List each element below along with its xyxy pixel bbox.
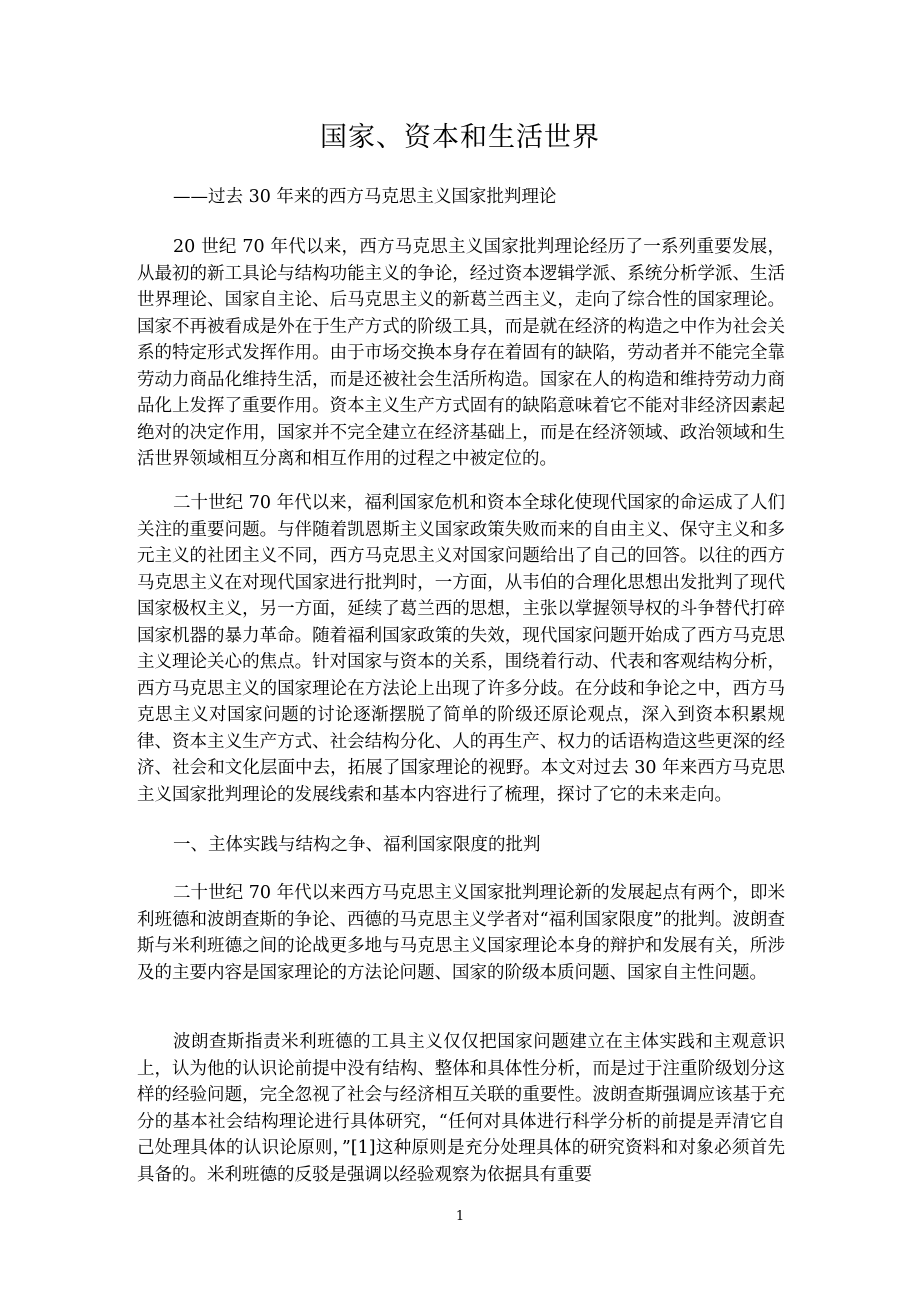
document-subtitle: ——过去 30 年来的西方马克思主义国家批判理论 [173,187,557,207]
paragraph: 20 世纪 70 年代以来，西方马克思主义国家批判理论经历了一系列重要发展，从最初的新工具论与结构功能主义的争论，经过资本逻辑学派、系统分析学派、生活世界理论、国家自主论、后马克思主义的新葛兰西主义，走向了综合性的国家理论。国家不再被看成是外在于生产方式的阶级工具，而是就在经济的构造之中作为社会关系的特定形式发挥作用。由于市场交换本身存在着固有的缺陷，劳动者并不能完全靠劳动力商品化维持生活，而是还被社会生活所构造。国家在人的构造和维持劳动力商品化上发挥了重要作用。资本主义生产方式固有的缺陷意味着它不能对非经济因素起绝对的决定作用，国家并不完全建立在经济基础上，而是在经济领域、政治领域和生活世界领域相互分离和相互作用的过程之中被定位的。 [137,237,785,469]
paragraph: 二十世纪 70 年代以来，福利国家危机和资本全球化使现代国家的命运成了人们关注的重要问题。与伴随着凯恩斯主义国家政策失败而来的自由主义、保守主义和多元主义的社团主义不同，西方马克思主义对国家问题给出了自己的回答。以往的西方马克思主义在对现代国家进行批判时，一方面，从韦伯的合理化思想出发批判了现代国家极权主义，另一方面，延续了葛兰西的思想，主张以掌握领导权的斗争替代打碎国家机器的暴力革命。随着福利国家政策的失效，现代国家问题开始成了西方马克思主义理论关心的焦点。针对国家与资本的关系，围绕着行动、代表和客观结构分析，西方马克思主义的国家理论在方法论上出现了许多分歧。在分歧和争论之中，西方马克思主义对国家问题的讨论逐渐摆脱了简单的阶级还原论观点，深入到资本积累规律、资本主义生产方式、社会结构分化、人的再生产、权力的话语构造这些更深的经济、社会和文化层面中去，拓展了国家理论的视野。本文对过去 30 年来西方马克思主义国家批判理论的发展线索和基本内容进行了梳理，探讨了它的未来走向。 [137,493,785,805]
paragraph: 波朗查斯指责米利班德的工具主义仅仅把国家问题建立在主体实践和主观意识上，认为他的认识论前提中没有结构、整体和具体性分析，而是过于注重阶级划分这样的经验问题，完全忽视了社会与经济相互关联的重要性。波朗查斯强调应该基于充分的基本社会结构理论进行具体研究，“任何对具体进行科学分析的前提是弄清它自己处理具体的认识论原则，”[1]这种原则是充分处理具体的研究资料和对象必须首先具备的。米利班德的反驳是强调以经验观察为依据具有重要 [137,1032,785,1185]
paragraph: 二十世纪 70 年代以来西方马克思主义国家批判理论新的发展起点有两个，即米利班德和波朗查斯的争论、西德的马克思主义学者对“福利国家限度”的批判。波朗查斯与米利班德之间的论战更多地与马克思主义国家理论本身的辩护和发展有关，所涉及的主要内容是国家理论的方法论问题、国家的阶级本质问题、国家自主性问题。 [137,883,785,983]
page-number: 1 [455,1209,465,1224]
document-title: 国家、资本和生活世界 [320,122,600,153]
section-heading: 一、主体实践与结构之争、福利国家限度的批判 [173,835,541,855]
